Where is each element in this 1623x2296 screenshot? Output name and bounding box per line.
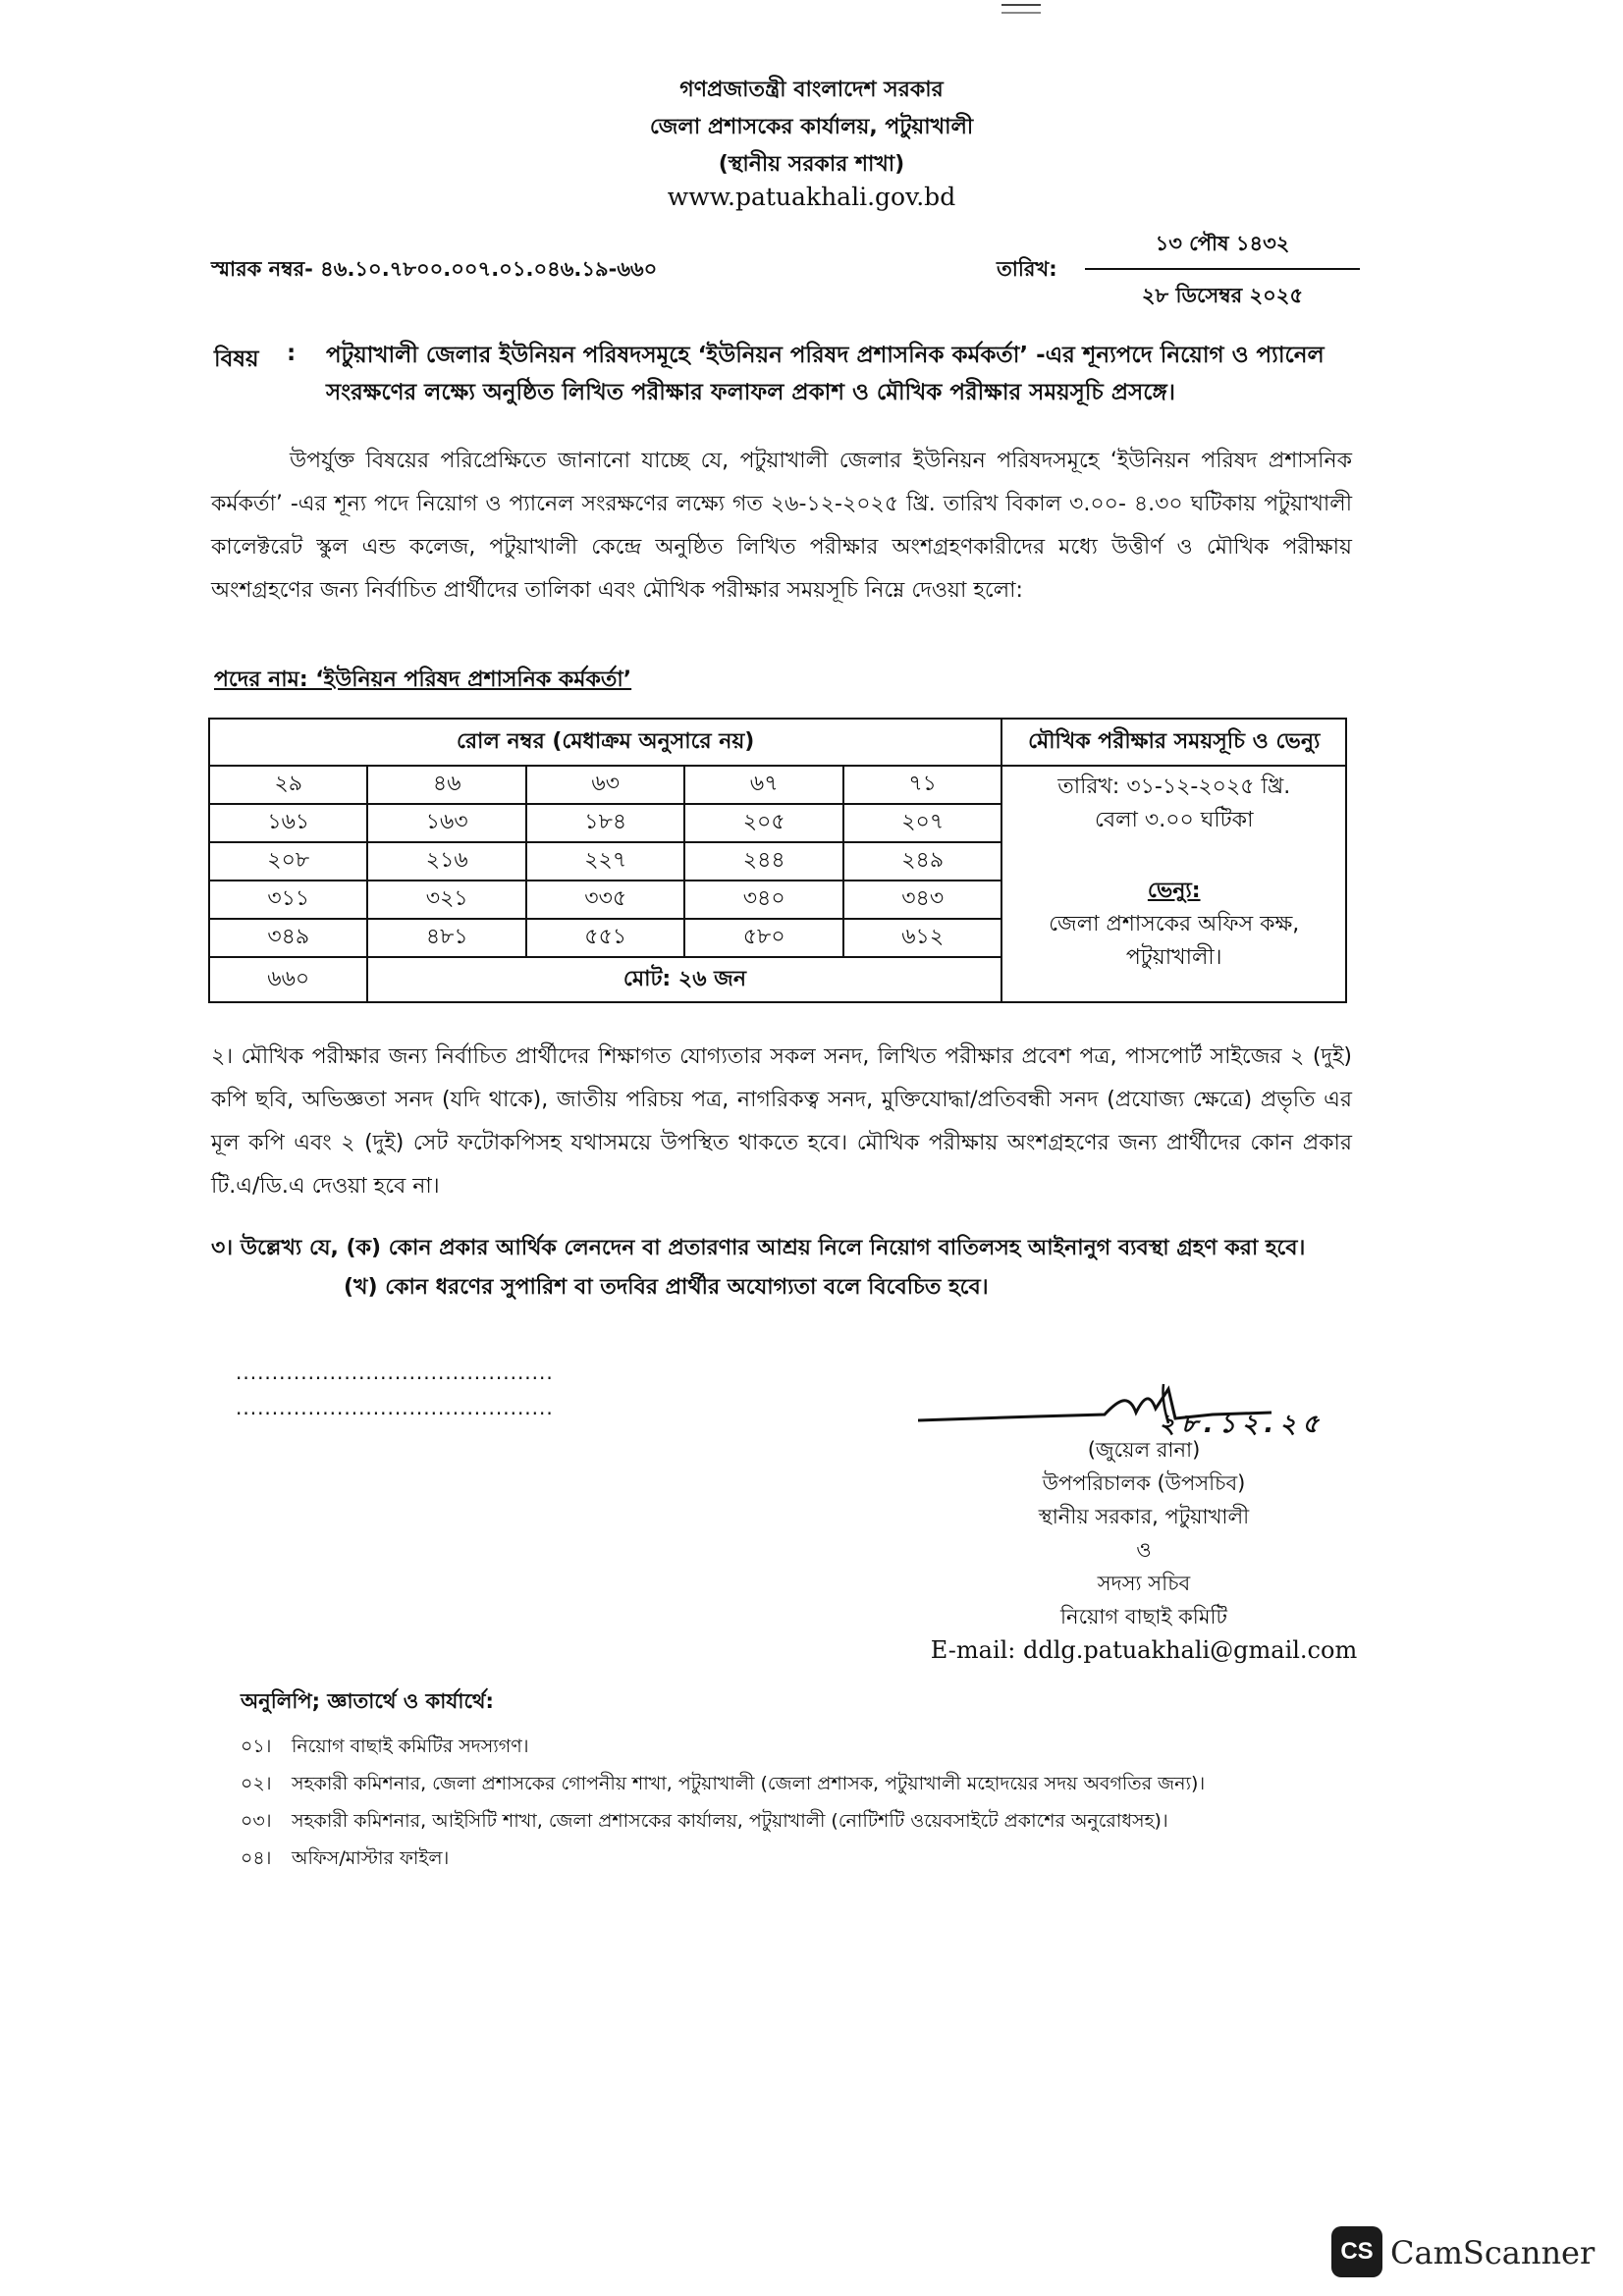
- blank-line-1: ............................................: [236, 1361, 554, 1384]
- list-item-text: সহকারী কমিশনার, জেলা প্রশাসকের গোপনীয় শাখা, পটুয়াখালী (জেলা প্রশাসক, পটুয়াখালী মহোদয়ের সদয় অবগতির জন্য)।: [292, 1773, 1206, 1794]
- staple-mark: [1001, 4, 1041, 14]
- roll-cell: ২১৬: [367, 842, 525, 881]
- roll-cell: ৭১: [843, 766, 1001, 804]
- note-3b: (খ) কোন ধরণের সুপারিশ বা তদবির প্রার্থীর অযোগ্যতা বলে বিবেচিত হবে।: [344, 1275, 989, 1300]
- roll-cell: ৬১২: [843, 919, 1001, 957]
- roll-cell: ৫৫১: [526, 919, 684, 957]
- header-government: গণপ্রজাতন্ত্রী বাংলাদেশ সরকার: [679, 78, 944, 102]
- list-item-text: নিয়োগ বাছাই কমিটির সদস্যগণ।: [292, 1735, 529, 1757]
- note-3a: ৩। উল্লেখ্য যে, (ক) কোন প্রকার আর্থিক লেনদেন বা প্রতারণার আশ্রয় নিলে নিয়োগ বাতিলসহ আইনানুগ ব্যবস্থা গ্রহণ করা হবে।: [211, 1236, 1306, 1260]
- roll-cell: ৩৪৯: [209, 919, 367, 957]
- list-item-number: ০২।: [241, 1773, 272, 1794]
- roll-cell: ২২৭: [526, 842, 684, 881]
- date-block: [1085, 228, 1360, 314]
- copy-list: [241, 1728, 1370, 1877]
- memo-number: স্মারক নম্বর- ৪৬.১০.৭৮০০.০০৭.০১.০৪৬.১৯-৬৬০: [211, 257, 658, 281]
- list-item: [241, 1840, 1370, 1877]
- signatory-title-3: সদস্য সচিব: [1097, 1572, 1191, 1595]
- table-row: [209, 766, 1346, 804]
- roll-cell: ২৪৪: [684, 842, 842, 881]
- roll-cell: ৬৭: [684, 766, 842, 804]
- copy-title: অনুলিপি; জ্ঞাতার্থে ও কার্যার্থে:: [241, 1689, 494, 1713]
- note-2: ২। মৌখিক পরীক্ষার জন্য নির্বাচিত প্রার্থীদের শিক্ষাগত যোগ্যতার সকল সনদ, লিখিত পরীক্ষার প্রবেশ পত্র, পাসপোর্ট সাইজের ২ (দুই) কপি ছবি, অভিজ্ঞতা সনদ (যদি থাকে), জাতীয় পরিচয় পত্র, নাগরিকত্ব সনদ, মুক্তিযোদ্ধা/প্রতিবন্ধী সনদ (প্রযোজ্য ক্ষেত্রে) প্রভৃতি এর মূল কপি এবং ২ (দুই) সেট ফটোকপিসহ যথাসময়ে উপস্থিত থাকতে হবে। মৌখিক পরীক্ষায় অংশগ্রহণের জন্য প্রার্থীদের কোন প্রকার টি.এ/ডি.এ দেওয়া হবে না।: [211, 1044, 1352, 1199]
- signatory-title-1: উপপরিচালক (উপসচিব): [1042, 1471, 1246, 1495]
- subject-text: পটুয়াখালী জেলার ইউনিয়ন পরিষদসমূহে ‘ইউনিয়ন পরিষদ প্রশাসনিক কর্মকর্তা’ -এর শূন্যপদে নিয়োগ ও প্যানেল সংরক্ষণের লক্ষ্যে অনুষ্ঠিত লিখিত পরীক্ষার ফলাফল প্রকাশ ও মৌখিক পরীক্ষার সময়সূচি প্রসঙ্গে।: [326, 343, 1325, 405]
- list-item-number: ০৩।: [241, 1810, 272, 1832]
- roll-cell: ৬৩: [526, 766, 684, 804]
- body-paragraph: উপর্যুক্ত বিষয়ের পরিপ্রেক্ষিতে জানানো যাচ্ছে যে, পটুয়াখালী জেলার ইউনিয়ন পরিষদসমূহে ‘ইউনিয়ন পরিষদ প্রশাসনিক কর্মকর্তা’ -এর শূন্য পদে নিয়োগ ও প্যানেল সংরক্ষণের লক্ষ্যে গত ২৬-১২-২০২৫ খ্রি. তারিখ বিকাল ৩.০০- ৪.৩০ ঘটিকায় পটুয়াখালী কালেক্টরেট স্কুল এন্ড কলেজ, পটুয়াখালী কেন্দ্রে অনুষ্ঠিত লিখিত পরীক্ষার অংশগ্রহণকারীদের মধ্যে উত্তীর্ণ ও মৌখিক পরীক্ষায় অংশগ্রহণের জন্য নির্বাচিত প্রার্থীদের তালিকা এবং মৌখিক পরীক্ষার সময়সূচি নিম্নে দেওয়া হলো:: [211, 449, 1352, 603]
- roll-cell: ২০৫: [684, 804, 842, 842]
- camscanner-logo-text: CS: [1340, 2238, 1374, 2265]
- schedule-venue-cell: [1001, 766, 1346, 1002]
- list-item-number: ০১।: [241, 1735, 272, 1757]
- signature-date: ২৮.১২.২৫: [1159, 1410, 1325, 1439]
- list-item-text: অফিস/মাস্টার ফাইল।: [292, 1847, 450, 1869]
- venue-line1: জেলা প্রশাসকের অফিস কক্ষ,: [1049, 912, 1300, 936]
- roll-cell: ৩৪৩: [843, 881, 1001, 919]
- schedule-header: মৌখিক পরীক্ষার সময়সূচি ও ভেন্যু: [1001, 719, 1346, 766]
- roll-cell: ২০৭: [843, 804, 1001, 842]
- venue-label: ভেন্যু:: [1147, 879, 1201, 903]
- roll-cell: ৩৩৫: [526, 881, 684, 919]
- post-name: পদের নাম: ‘ইউনিয়ন পরিষদ প্রশাসনিক কর্মকর্তা’: [214, 667, 632, 692]
- roll-cell-last: ৬৬০: [209, 957, 367, 1002]
- roll-header: রোল নম্বর (মেধাক্রম অনুসারে নয়): [209, 719, 1001, 766]
- list-item: [241, 1802, 1370, 1840]
- subject-colon: :: [287, 341, 297, 366]
- signatory-name: (জুয়েল রানা): [1087, 1438, 1201, 1462]
- blank-line-2: ............................................: [236, 1396, 554, 1419]
- signature-block: [913, 1433, 1375, 1667]
- roll-cell: ৩২১: [367, 881, 525, 919]
- roll-cell: ২৪৯: [843, 842, 1001, 881]
- signatory-email: E-mail: ddlg.patuakhali@gmail.com: [930, 1636, 1358, 1664]
- roll-cell: ৩৪০: [684, 881, 842, 919]
- roll-cell: ২০৮: [209, 842, 367, 881]
- subject-label: বিষয়: [214, 347, 259, 372]
- date-label: তারিখ:: [997, 257, 1057, 281]
- signatory-title-4: নিয়োগ বাছাই কমিটি: [1060, 1605, 1227, 1629]
- roll-cell: ১৬১: [209, 804, 367, 842]
- schedule-date: তারিখ: ৩১-১২-২০২৫ খ্রি.: [1057, 774, 1291, 799]
- signatory-and: ও: [1136, 1538, 1152, 1562]
- camscanner-brand: CamScanner: [1390, 2234, 1596, 2271]
- roll-cell: ২৯: [209, 766, 367, 804]
- roll-cell: ৪৮১: [367, 919, 525, 957]
- header-website: www.patuakhali.gov.bd: [667, 183, 956, 211]
- header-branch: (স্থানীয় সরকার শাখা): [718, 152, 905, 177]
- camscanner-logo-icon: [1331, 2226, 1382, 2277]
- roll-cell: ১৬৩: [367, 804, 525, 842]
- date-bangla: ১৩ পৌষ ১৪৩২: [1085, 228, 1360, 270]
- roll-table: [208, 718, 1347, 1003]
- venue-line2: পটুয়াখালী।: [1125, 945, 1222, 970]
- list-item: [241, 1728, 1370, 1765]
- list-item: [241, 1765, 1370, 1802]
- roll-cell: ৪৬: [367, 766, 525, 804]
- date-english: ২৮ ডিসেম্বর ২০২৫: [1141, 284, 1304, 307]
- signatory-title-2: স্থানীয় সরকার, পটুয়াখালী: [1038, 1505, 1250, 1528]
- list-item-text: সহকারী কমিশনার, আইসিটি শাখা, জেলা প্রশাসকের কার্যালয়, পটুয়াখালী (নোটিশটি ওয়েবসাইটে প্রকাশের অনুরোধসহ)।: [292, 1810, 1168, 1832]
- header-office: জেলা প্রশাসকের কার্যালয়, পটুয়াখালী: [649, 115, 974, 139]
- total-count: মোট: ২৬ জন: [367, 957, 1001, 1002]
- roll-cell: ১৮৪: [526, 804, 684, 842]
- list-item-number: ০৪।: [241, 1847, 272, 1869]
- schedule-time: বেলা ৩.০০ ঘটিকা: [1094, 808, 1254, 832]
- roll-cell: ৫৮০: [684, 919, 842, 957]
- roll-cell: ৩১১: [209, 881, 367, 919]
